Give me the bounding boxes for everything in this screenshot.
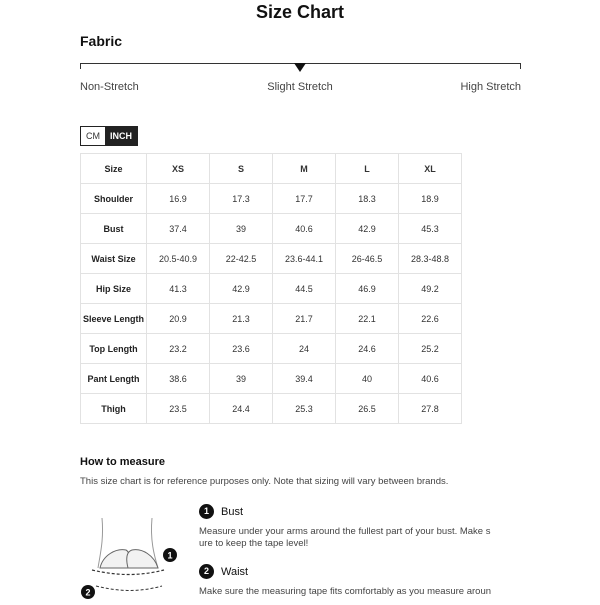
row-label: Top Length [81, 334, 147, 364]
measure-step-waist [199, 564, 494, 598]
table-row [81, 304, 462, 334]
step-header [199, 504, 494, 519]
table-cell: 22.1 [336, 304, 399, 334]
scale-label-non-stretch: Non-Stretch [80, 81, 139, 93]
table-row [81, 184, 462, 214]
table-header-cell: S [210, 154, 273, 184]
table-cell: 17.7 [273, 184, 336, 214]
table-cell: 18.9 [399, 184, 462, 214]
step-header [199, 564, 494, 579]
table-header-cell: Size [81, 154, 147, 184]
row-label: Pant Length [81, 364, 147, 394]
table-cell: 23.6 [210, 334, 273, 364]
measure-step-bust [199, 504, 494, 550]
illustration-badge-1-label: 1 [167, 550, 173, 561]
step-title: Bust [221, 505, 244, 518]
illustration-badge-2-label: 2 [85, 587, 91, 598]
table-row [81, 274, 462, 304]
scale-label-high-stretch: High Stretch [460, 81, 521, 93]
scale-tick-right [520, 63, 521, 69]
page-title: Size Chart [255, 2, 345, 22]
row-label: Waist Size [81, 244, 147, 274]
table-row [81, 214, 462, 244]
table-cell: 23.6-44.1 [273, 244, 336, 274]
table-cell: 22.6 [399, 304, 462, 334]
table-cell: 23.2 [147, 334, 210, 364]
table-cell: 40 [336, 364, 399, 394]
table-cell: 21.3 [210, 304, 273, 334]
table-cell: 25.3 [273, 394, 336, 424]
table-header-cell: M [273, 154, 336, 184]
bra-illustration-icon [78, 510, 188, 600]
table-cell: 26-46.5 [336, 244, 399, 274]
table-cell: 37.4 [147, 214, 210, 244]
how-to-measure-title: How to measure [80, 456, 165, 468]
table-header-cell: XL [399, 154, 462, 184]
table-row [81, 364, 462, 394]
table-cell: 27.8 [399, 394, 462, 424]
table-header-cell: L [336, 154, 399, 184]
table-cell: 40.6 [399, 364, 462, 394]
unit-cm-button[interactable]: CM [81, 127, 105, 145]
reference-note: This size chart is for reference purposes only. Note that sizing will vary between brands. [80, 476, 449, 487]
table-cell: 17.3 [210, 184, 273, 214]
table-cell: 46.9 [336, 274, 399, 304]
fabric-label: Fabric [80, 33, 123, 49]
table-cell: 42.9 [210, 274, 273, 304]
table-cell: 38.6 [147, 364, 210, 394]
table-cell: 20.9 [147, 304, 210, 334]
table-row [81, 244, 462, 274]
step-number-badge: 1 [199, 504, 214, 519]
size-table [80, 153, 462, 424]
table-row [81, 334, 462, 364]
table-cell: 39 [210, 364, 273, 394]
table-cell: 18.3 [336, 184, 399, 214]
step-number-badge: 2 [199, 564, 214, 579]
table-cell: 22-42.5 [210, 244, 273, 274]
table-cell: 49.2 [399, 274, 462, 304]
table-cell: 44.5 [273, 274, 336, 304]
table-cell: 41.3 [147, 274, 210, 304]
row-label: Shoulder [81, 184, 147, 214]
table-header-row [81, 154, 462, 184]
step-title: Waist [221, 565, 249, 578]
table-cell: 20.5-40.9 [147, 244, 210, 274]
table-cell: 16.9 [147, 184, 210, 214]
stretch-marker-icon [294, 63, 306, 72]
row-label: Thigh [81, 394, 147, 424]
table-cell: 39 [210, 214, 273, 244]
table-cell: 25.2 [399, 334, 462, 364]
row-label: Sleeve Length [81, 304, 147, 334]
table-cell: 23.5 [147, 394, 210, 424]
row-label: Bust [81, 214, 147, 244]
unit-inch-button[interactable]: INCH [105, 127, 137, 145]
table-cell: 39.4 [273, 364, 336, 394]
table-cell: 28.3-48.8 [399, 244, 462, 274]
step-description: Measure under your arms around the fullest part of your bust. Make s ure to keep the tape level! [199, 526, 491, 549]
table-cell: 45.3 [399, 214, 462, 244]
table-header-cell: XS [147, 154, 210, 184]
unit-toggle [80, 126, 138, 146]
table-row [81, 394, 462, 424]
table-cell: 24.6 [336, 334, 399, 364]
step-description: Make sure the measuring tape fits comfortably as you measure aroun [199, 586, 492, 597]
scale-label-slight-stretch: Slight Stretch [267, 81, 333, 93]
table-cell: 24 [273, 334, 336, 364]
bra-measuring-illustration [78, 510, 188, 600]
table-cell: 24.4 [210, 394, 273, 424]
table-cell: 21.7 [273, 304, 336, 334]
table-cell: 26.5 [336, 394, 399, 424]
row-label: Hip Size [81, 274, 147, 304]
scale-tick-left [80, 63, 81, 69]
table-cell: 40.6 [273, 214, 336, 244]
table-cell: 42.9 [336, 214, 399, 244]
